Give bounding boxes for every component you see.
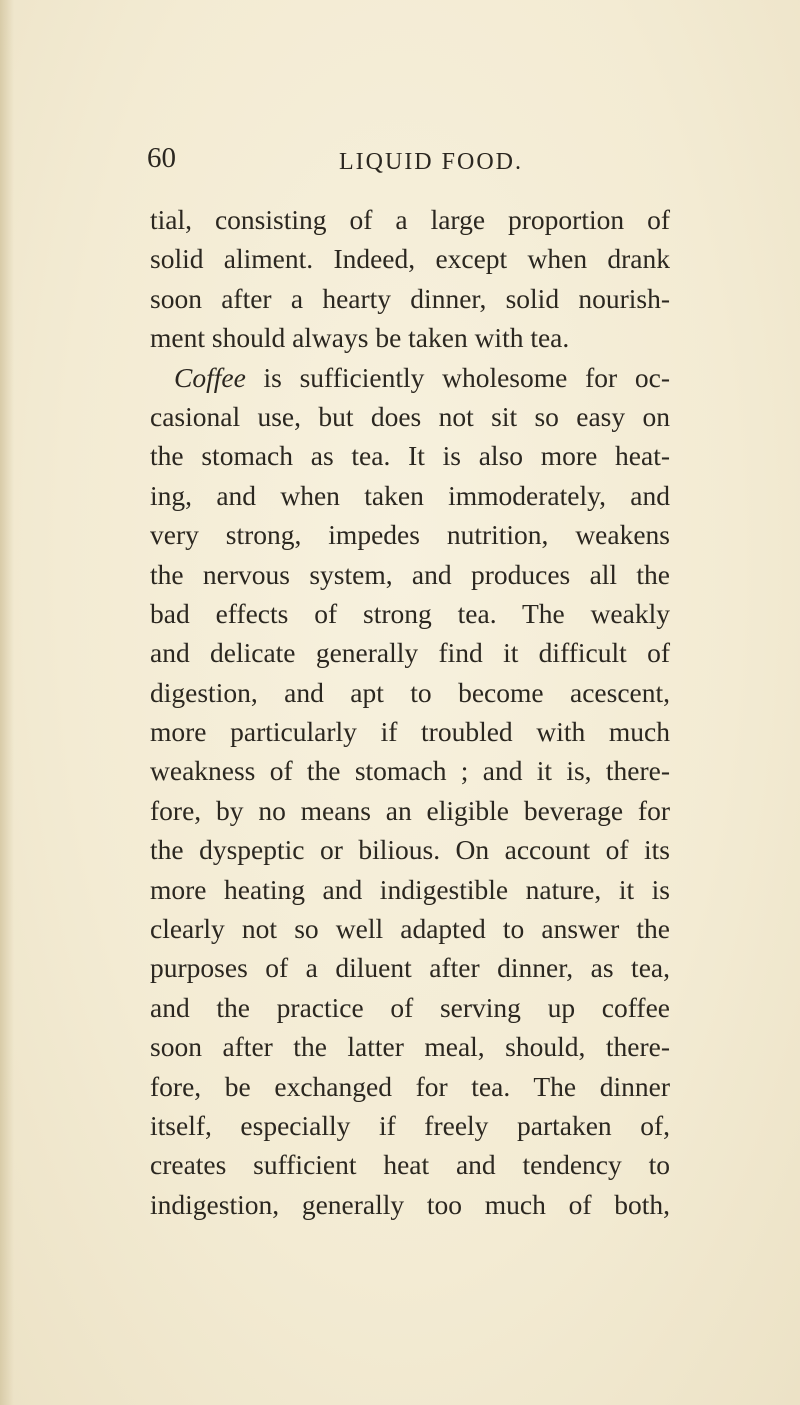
page-gutter-shadow (0, 0, 14, 1405)
text-line: tial, consisting of a large proportion of (150, 204, 670, 235)
text-line: fore, be exchanged for tea. The dinner (150, 1070, 670, 1102)
text-line: very strong, impedes nutrition, weakens (150, 519, 670, 551)
chapter-title: LIQUID FOOD. (339, 149, 523, 175)
text-line: casional use, but does not sit so easy on (150, 400, 670, 432)
text-line: the nervous system, and produces all the (150, 558, 670, 590)
text-line: purposes of a diluent after dinner, as tea, (150, 952, 670, 984)
text-line: itself, especially if freely partaken of, (150, 1109, 670, 1141)
text-line: ment should always be taken with tea. (150, 322, 570, 354)
text-line: indigestion, generally too much of both, (150, 1188, 670, 1220)
text-line: more heating and indigestible nature, it is (150, 873, 670, 905)
text-line: creates sufficient heat and tendency to (150, 1149, 670, 1181)
text-line: soon after a hearty dinner, solid nourish- (150, 282, 670, 314)
body-text (150, 200, 670, 1224)
text-line-rest: is sufficiently wholesome for oc- (263, 361, 670, 393)
text-line: solid aliment. Indeed, except when drank (150, 243, 670, 275)
text-line: soon after the latter meal, should, there- (150, 1031, 670, 1063)
text-line: fore, by no means an eligible beverage for (150, 794, 670, 826)
text-line: and delicate generally find it difficult of (150, 637, 670, 669)
text-line: and the practice of serving up coffee (150, 991, 670, 1023)
text-line: more particularly if troubled with much (150, 716, 670, 748)
text-line: ing, and when taken immoderately, and (150, 479, 670, 511)
text-line: digestion, and apt to become acescent, (150, 676, 670, 708)
running-head (0, 138, 800, 178)
text-line: the stomach as tea. It is also more heat- (150, 440, 670, 472)
text-line: clearly not so well adapted to answer the (150, 913, 670, 945)
text-line: weakness of the stomach ; and it is, there- (150, 755, 670, 787)
text-line: the dyspeptic or bilious. On account of its (150, 834, 670, 866)
italic-term: Coffee (174, 361, 246, 393)
text-line (150, 358, 670, 397)
text-line: bad effects of strong tea. The weakly (150, 597, 670, 629)
page-number: 60 (147, 142, 176, 174)
